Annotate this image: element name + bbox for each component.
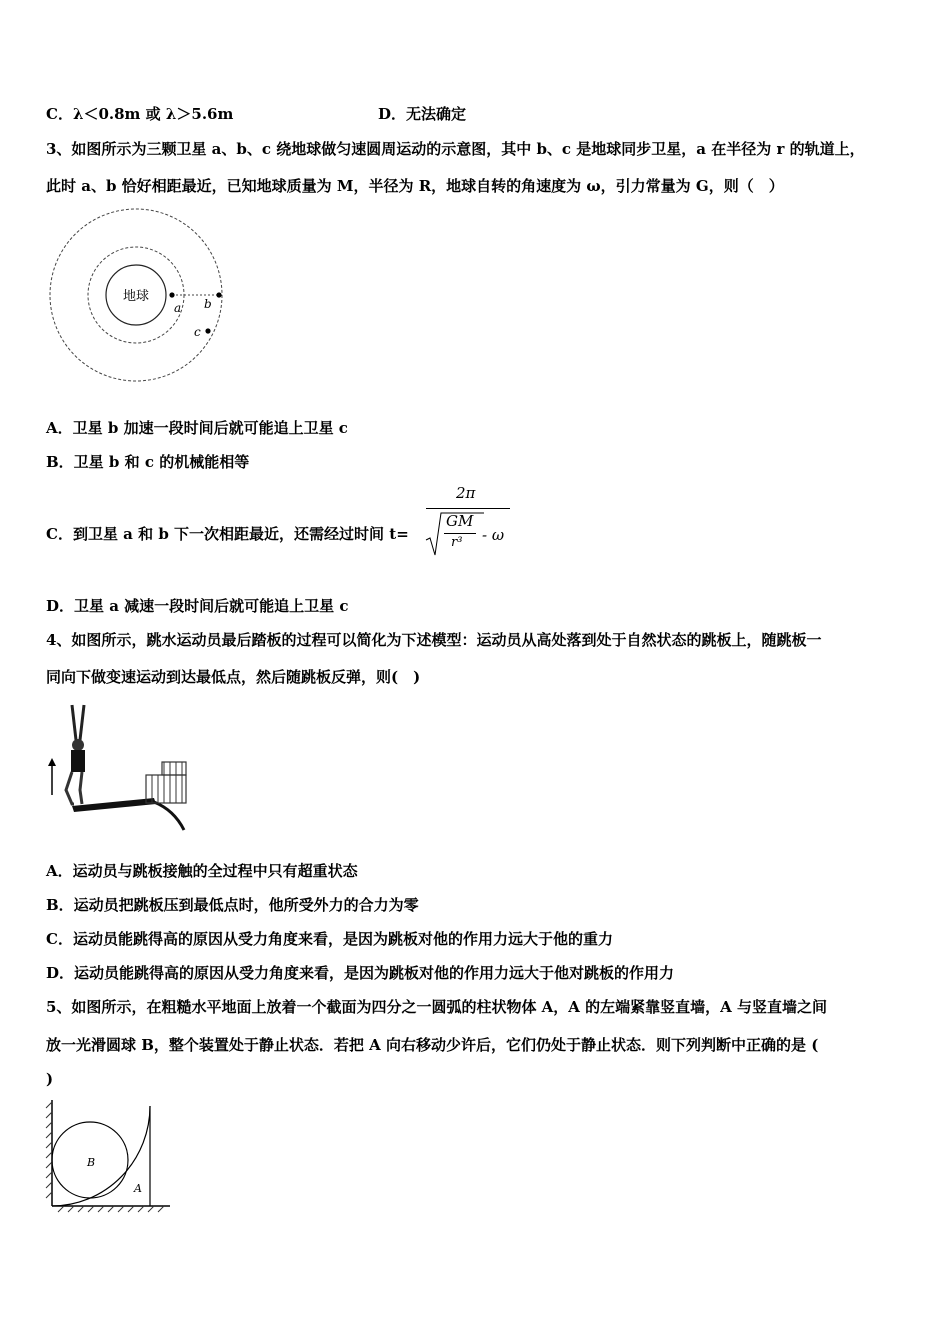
q3-formula [424, 482, 524, 562]
q3-stem-line2: 此时 a、b 恰好相距最近，已知地球质量为 M，半径为 R，地球自转的角速度为 ω，引力常量为 G，则（ ） [46, 177, 784, 195]
q3-orbit-figure [44, 205, 234, 385]
q4-diver-figure [44, 700, 194, 835]
satellite-a [169, 292, 174, 297]
q4-option-b: B．运动员把跳板压到最低点时，他所受外力的合力为零 [46, 896, 419, 914]
board-stand [146, 762, 186, 803]
label-b: b [204, 297, 212, 311]
q3-option-c: C．到卫星 a 和 b 下一次相距最近，还需经过时间 t= [46, 525, 409, 543]
formula-numerator: 2π [456, 484, 476, 502]
formula-inner-bar [444, 533, 476, 534]
q4-stem-line2: 同向下做变速运动到达最低点，然后随跳板反弹，则( ) [46, 668, 421, 686]
prev-option-c: C．λ＜0.8m 或 λ＞5.6m [46, 105, 234, 123]
springboard [72, 798, 156, 812]
label-c: c [194, 325, 201, 339]
satellite-b [216, 292, 221, 297]
q4-option-d: D．运动员能跳得高的原因从受力角度来看，是因为跳板对他的作用力远大于他对跳板的作用力 [46, 964, 675, 982]
satellite-c [205, 328, 210, 333]
q3-stem-line1: 3、如图所示为三颗卫星 a、b、c 绕地球做匀速圆周运动的示意图，其中 b、c 是地球同步卫星，a 在半径为 r 的轨道上， [46, 140, 865, 158]
ground-hatching [58, 1206, 164, 1212]
label-a: a [174, 301, 182, 315]
wall-hatching [46, 1102, 52, 1198]
formula-gm: GM [446, 512, 474, 530]
q3-option-b: B．卫星 b 和 c 的机械能相等 [46, 453, 250, 471]
q3-option-a: A．卫星 b 加速一段时间后就可能追上卫星 c [46, 419, 348, 437]
label-block-a: A [134, 1182, 142, 1195]
q5-stem-line1: 5、如图所示，在粗糙水平地面上放着一个截面为四分之一圆弧的柱状物体 A，A 的左端紧靠竖直墙，A 与竖直墙之间 [46, 998, 828, 1016]
q5-stem-line2: 放一光滑圆球 B，整个装置处于静止状态．若把 A 向右移动少许后，它们仍处于静止状态．则下列判断中正确的是 ( [46, 1036, 819, 1054]
q4-option-c: C．运动员能跳得高的原因从受力角度来看，是因为跳板对他的作用力远大于他的重力 [46, 930, 613, 948]
prev-option-d: D．无法确定 [378, 105, 467, 123]
q5-stem-line3: ) [46, 1070, 54, 1088]
label-ball-b: B [87, 1156, 96, 1169]
q5-wall-figure [44, 1100, 174, 1218]
up-arrow-head [48, 758, 56, 766]
formula-minus-omega: - ω [482, 526, 505, 544]
q3-option-d: D．卫星 a 减速一段时间后就可能追上卫星 c [46, 597, 349, 615]
q4-stem-line1: 4、如图所示，跳水运动员最后踏板的过程可以简化为下述模型：运动员从高处落到处于自然状态的跳板上，随跳板一 [46, 631, 822, 649]
formula-r3: r³ [451, 535, 463, 550]
formula-fraction-bar [426, 508, 510, 509]
earth-label: 地球 [122, 289, 150, 304]
springboard-shadow [154, 802, 184, 830]
diver [66, 705, 85, 804]
q4-option-a: A．运动员与跳板接触的全过程中只有超重状态 [46, 862, 358, 880]
